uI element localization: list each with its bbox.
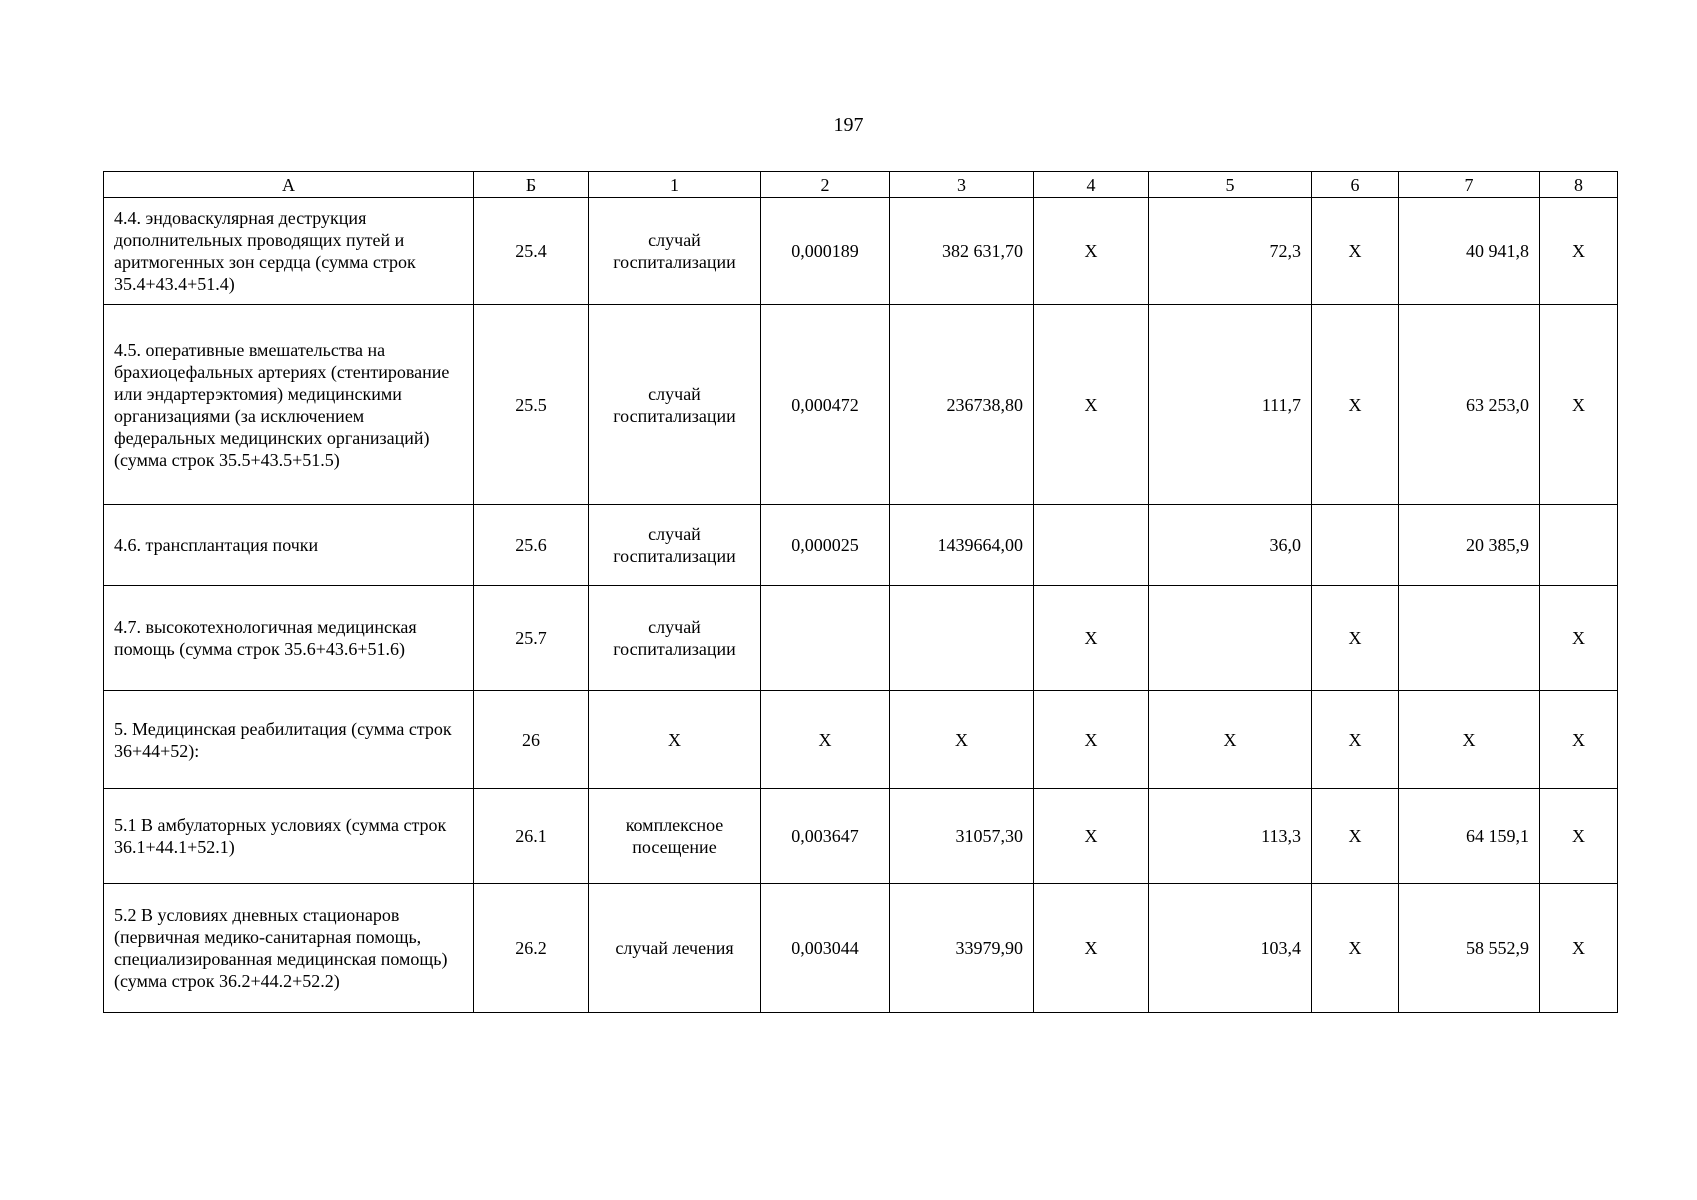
col-header: 6	[1312, 172, 1399, 198]
cell-col-6: Х	[1312, 884, 1399, 1013]
data-table	[103, 171, 1618, 1013]
cell-col-8: Х	[1540, 305, 1618, 505]
cell-col-4: Х	[1034, 789, 1149, 884]
cell-col-5: 72,3	[1149, 198, 1312, 305]
table-row	[104, 691, 1618, 789]
cell-col-6: Х	[1312, 789, 1399, 884]
page-number: 197	[833, 114, 864, 136]
cell-col-5: 103,4	[1149, 884, 1312, 1013]
row-name: 5.1 В амбулаторных условиях (сумма строк 36.1+44.1+52.1)	[104, 789, 474, 884]
cell-col-7: 63 253,0	[1399, 305, 1540, 505]
col-header: 1	[589, 172, 761, 198]
cell-col-7: 58 552,9	[1399, 884, 1540, 1013]
row-name: 5. Медицинская реабилитация (сумма строк 36+44+52):	[104, 691, 474, 789]
col-header: 8	[1540, 172, 1618, 198]
row-code: 26.1	[474, 789, 589, 884]
cell-col-7: 40 941,8	[1399, 198, 1540, 305]
cell-col-8: Х	[1540, 789, 1618, 884]
header-row	[104, 172, 1618, 198]
row-unit: случай госпитализации	[589, 305, 761, 505]
row-name: 4.6. трансплантация почки	[104, 505, 474, 586]
cell-col-4: Х	[1034, 305, 1149, 505]
cell-col-5	[1149, 586, 1312, 691]
col-header: 7	[1399, 172, 1540, 198]
cell-col-7: Х	[1399, 691, 1540, 789]
table-row	[104, 505, 1618, 586]
col-header: 3	[890, 172, 1034, 198]
cell-col-4: Х	[1034, 691, 1149, 789]
cell-col-5: 36,0	[1149, 505, 1312, 586]
table-row	[104, 789, 1618, 884]
cell-col-4: Х	[1034, 884, 1149, 1013]
cell-col-6: Х	[1312, 586, 1399, 691]
row-unit: комплексное посещение	[589, 789, 761, 884]
cell-col-2: 0,003044	[761, 884, 890, 1013]
cell-col-3: 31057,30	[890, 789, 1034, 884]
row-code: 25.7	[474, 586, 589, 691]
col-header: А	[104, 172, 474, 198]
cell-col-7	[1399, 586, 1540, 691]
row-unit: случай госпитализации	[589, 505, 761, 586]
row-name: 5.2 В условиях дневных стационаров (первичная медико-санитарная помощь, специализированная медицинская помощь) (сумма строк 36.2+44.2+52.2)	[104, 884, 474, 1013]
row-code: 26	[474, 691, 589, 789]
cell-col-4: Х	[1034, 198, 1149, 305]
row-name: 4.7. высокотехнологичная медицинская помощь (сумма строк 35.6+43.6+51.6)	[104, 586, 474, 691]
row-name: 4.4. эндоваскулярная деструкция дополнительных проводящих путей и аритмогенных зон сердца (сумма строк 35.4+43.4+51.4)	[104, 198, 474, 305]
row-code: 26.2	[474, 884, 589, 1013]
col-header: 4	[1034, 172, 1149, 198]
cell-col-3: 1439664,00	[890, 505, 1034, 586]
cell-col-3: 382 631,70	[890, 198, 1034, 305]
cell-col-6: Х	[1312, 198, 1399, 305]
table-row	[104, 884, 1618, 1013]
cell-col-2: 0,003647	[761, 789, 890, 884]
col-header: 5	[1149, 172, 1312, 198]
cell-col-6: Х	[1312, 305, 1399, 505]
row-code: 25.6	[474, 505, 589, 586]
row-unit: случай госпитализации	[589, 198, 761, 305]
cell-col-8: Х	[1540, 691, 1618, 789]
cell-col-6: Х	[1312, 691, 1399, 789]
cell-col-8	[1540, 505, 1618, 586]
row-code: 25.5	[474, 305, 589, 505]
row-unit: случай госпитализации	[589, 586, 761, 691]
row-name: 4.5. оперативные вмешательства на брахиоцефальных артериях (стентирование или эндартерэктомия) медицинскими организациями (за исключением федеральных медицинских организаций) (сумма строк 35.5+43.5+51.5)	[104, 305, 474, 505]
table-row	[104, 586, 1618, 691]
cell-col-5: 113,3	[1149, 789, 1312, 884]
cell-col-7: 20 385,9	[1399, 505, 1540, 586]
row-unit: случай лечения	[589, 884, 761, 1013]
cell-col-2: 0,000189	[761, 198, 890, 305]
cell-col-3: Х	[890, 691, 1034, 789]
cell-col-3: 236738,80	[890, 305, 1034, 505]
cell-col-2: 0,000472	[761, 305, 890, 505]
col-header: 2	[761, 172, 890, 198]
row-code: 25.4	[474, 198, 589, 305]
table-row	[104, 198, 1618, 305]
cell-col-8: Х	[1540, 586, 1618, 691]
cell-col-8: Х	[1540, 198, 1618, 305]
row-unit: Х	[589, 691, 761, 789]
cell-col-5: Х	[1149, 691, 1312, 789]
table-row	[104, 305, 1618, 505]
cell-col-2: Х	[761, 691, 890, 789]
cell-col-2	[761, 586, 890, 691]
cell-col-8: Х	[1540, 884, 1618, 1013]
cell-col-5: 111,7	[1149, 305, 1312, 505]
col-header: Б	[474, 172, 589, 198]
cell-col-6	[1312, 505, 1399, 586]
cell-col-4	[1034, 505, 1149, 586]
cell-col-3: 33979,90	[890, 884, 1034, 1013]
cell-col-3	[890, 586, 1034, 691]
cell-col-7: 64 159,1	[1399, 789, 1540, 884]
cell-col-4: Х	[1034, 586, 1149, 691]
cell-col-2: 0,000025	[761, 505, 890, 586]
